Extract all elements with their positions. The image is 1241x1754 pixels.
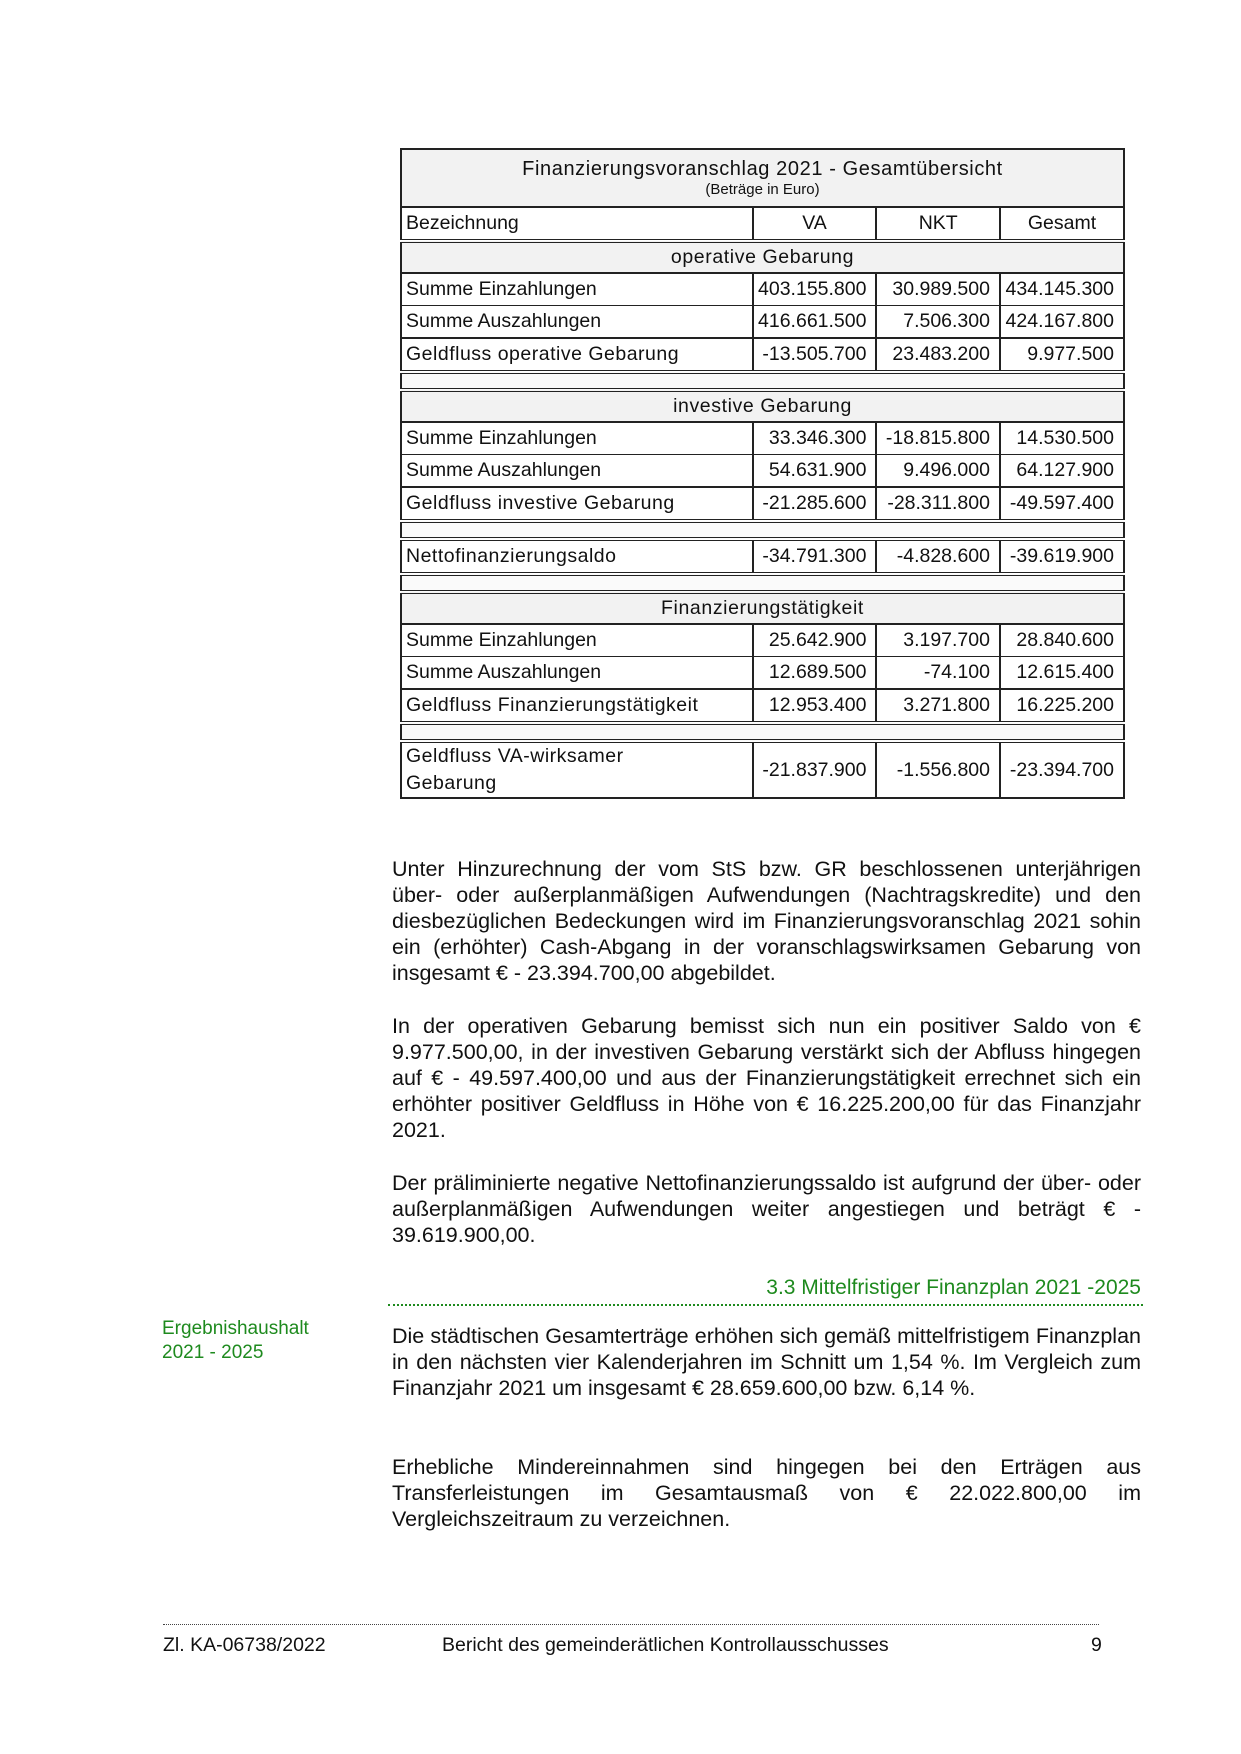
row-label: Geldfluss Finanzierungstätigkeit xyxy=(401,689,753,723)
cell-va: -21.837.900 xyxy=(753,741,877,798)
cell-nkt: -18.815.800 xyxy=(876,422,1000,455)
separator-row xyxy=(401,574,1124,592)
table-header-row xyxy=(401,207,1124,241)
cell-nkt: -28.311.800 xyxy=(876,487,1000,521)
table-row xyxy=(401,455,1124,488)
column-header-bezeichnung: Bezeichnung xyxy=(401,207,753,241)
table-title: Finanzierungsvoranschlag 2021 - Gesamtübersicht xyxy=(522,157,1003,180)
separator-row xyxy=(401,372,1124,390)
cell-va: 12.689.500 xyxy=(753,657,877,690)
table-title-row xyxy=(401,149,1124,207)
row-label: Geldfluss operative Gebarung xyxy=(401,338,753,372)
cell-va: 12.953.400 xyxy=(753,689,877,723)
row-label: Summe Auszahlungen xyxy=(401,657,753,690)
paragraph-mindereinnahmen: Erhebliche Mindereinnahmen sind hingegen bei den Erträgen aus Transferleistungen im Gesamtausmaß von € 22.022.800,00 im Vergleichszeitraum zu verzeichnen. xyxy=(392,1455,1141,1531)
financing-overview-table xyxy=(400,148,1125,799)
cell-nkt: 3.271.800 xyxy=(876,689,1000,723)
cell-gesamt: 434.145.300 xyxy=(1000,273,1124,306)
section-heading: investive Gebarung xyxy=(401,390,1124,422)
row-label: Summe Einzahlungen xyxy=(401,422,753,455)
row-label: Summe Einzahlungen xyxy=(401,624,753,657)
cell-nkt: 23.483.200 xyxy=(876,338,1000,372)
table-subtitle: (Beträge in Euro) xyxy=(705,180,820,198)
table-row xyxy=(401,487,1124,521)
cell-nkt: -4.828.600 xyxy=(876,539,1000,574)
cell-nkt: 30.989.500 xyxy=(876,273,1000,306)
cell-va: -34.791.300 xyxy=(753,539,877,574)
table-row-netto xyxy=(401,539,1124,574)
row-label: Geldfluss investive Gebarung xyxy=(401,487,753,521)
section-heading: Finanzierungstätigkeit xyxy=(401,592,1124,624)
cell-gesamt: 424.167.800 xyxy=(1000,306,1124,339)
table-row xyxy=(401,624,1124,657)
cell-va: 33.346.300 xyxy=(753,422,877,455)
paragraph-gesamtertraege: Die städtischen Gesamterträge erhöhen sich gemäß mittelfristigem Finanzplan in den nächsten vier Kalenderjahren im Schnitt um 1,54 %. Im Vergleich zum Finanzjahr 2021 um insgesamt € 28.659.600,00 bzw. 6,14 %. xyxy=(392,1324,1141,1400)
cell-gesamt: 64.127.900 xyxy=(1000,455,1124,488)
cell-nkt: 3.197.700 xyxy=(876,624,1000,657)
margin-note-line1: Ergebnishaushalt xyxy=(162,1318,309,1339)
section-heading: operative Gebarung xyxy=(401,241,1124,273)
cell-nkt: -1.556.800 xyxy=(876,741,1000,798)
footer-divider xyxy=(163,1624,1099,1625)
table-row xyxy=(401,689,1124,723)
table-row xyxy=(401,657,1124,690)
table-row-total xyxy=(401,741,1124,798)
cell-gesamt: 14.530.500 xyxy=(1000,422,1124,455)
footer-reference: Zl. KA-06738/2022 xyxy=(163,1634,326,1656)
cell-nkt: -74.100 xyxy=(876,657,1000,690)
row-label-total xyxy=(401,741,753,798)
table-row xyxy=(401,273,1124,306)
row-label: Summe Auszahlungen xyxy=(401,455,753,488)
cell-va: 54.631.900 xyxy=(753,455,877,488)
column-header-nkt: NKT xyxy=(876,207,1000,241)
cell-gesamt: 12.615.400 xyxy=(1000,657,1124,690)
table-row xyxy=(401,306,1124,339)
cell-nkt: 9.496.000 xyxy=(876,455,1000,488)
cell-va: 416.661.500 xyxy=(753,306,877,339)
total-label-line2: Gebarung xyxy=(406,772,497,794)
cell-nkt: 7.506.300 xyxy=(876,306,1000,339)
section-divider xyxy=(388,1304,1143,1306)
column-header-va: VA xyxy=(753,207,877,241)
cell-gesamt: 9.977.500 xyxy=(1000,338,1124,372)
table-title-cell xyxy=(401,149,1124,207)
cell-gesamt: 16.225.200 xyxy=(1000,689,1124,723)
separator-row xyxy=(401,723,1124,741)
cell-gesamt: -39.619.900 xyxy=(1000,539,1124,574)
cell-va: -21.285.600 xyxy=(753,487,877,521)
section-row-operative xyxy=(401,241,1124,273)
row-label: Summe Einzahlungen xyxy=(401,273,753,306)
paragraph-nettofinanzierungssaldo: Der präliminierte negative Nettofinanzierungssaldo ist aufgrund der über- oder außerplanmäßigen Aufwendungen weiter angestiegen und beträgt € - 39.619.900,00. xyxy=(392,1171,1141,1247)
margin-note xyxy=(162,1317,309,1365)
paragraph-operative-saldo: In der operativen Gebarung bemisst sich nun ein positiver Saldo von € 9.977.500,00, in der investiven Gebarung verstärkt sich der Abfluss hingegen auf € - 49.597.400,00 und aus der Finanzierungstätigkeit errechnet sich ein erhöhter positiver Geldfluss in Höhe von € 16.225.200,00 für das Finanzjahr 2021. xyxy=(392,1014,1141,1142)
margin-note-line2: 2021 - 2025 xyxy=(162,1342,264,1363)
row-label: Summe Auszahlungen xyxy=(401,306,753,339)
total-label-line1: Geldfluss VA-wirksamer xyxy=(406,745,624,767)
paragraph-cash-abgang: Unter Hinzurechnung der vom StS bzw. GR beschlossenen unterjährigen über- oder außerplanmäßigen Aufwendungen (Nachtragskredite) und den diesbezüglichen Bedeckungen wird im Finanzierungsvoranschlag 2021 sohin ein (erhöhter) Cash-Abgang in der voranschlagswirksamen Gebarung von insgesamt € - 23.394.700,00 abgebildet. xyxy=(392,857,1141,985)
section-row-finanzierung xyxy=(401,592,1124,624)
section-row-investive xyxy=(401,390,1124,422)
page-number: 9 xyxy=(1091,1634,1102,1656)
cell-va: 25.642.900 xyxy=(753,624,877,657)
row-label: Nettofinanzierungsaldo xyxy=(401,539,753,574)
cell-va: 403.155.800 xyxy=(753,273,877,306)
cell-va: -13.505.700 xyxy=(753,338,877,372)
cell-gesamt: 28.840.600 xyxy=(1000,624,1124,657)
cell-gesamt: -23.394.700 xyxy=(1000,741,1124,798)
section-title: 3.3 Mittelfristiger Finanzplan 2021 -2025 xyxy=(766,1276,1141,1299)
table-row xyxy=(401,338,1124,372)
cell-gesamt: -49.597.400 xyxy=(1000,487,1124,521)
table-row xyxy=(401,422,1124,455)
column-header-gesamt: Gesamt xyxy=(1000,207,1124,241)
separator-row xyxy=(401,521,1124,539)
footer-title: Bericht des gemeinderätlichen Kontrollausschusses xyxy=(442,1634,889,1656)
